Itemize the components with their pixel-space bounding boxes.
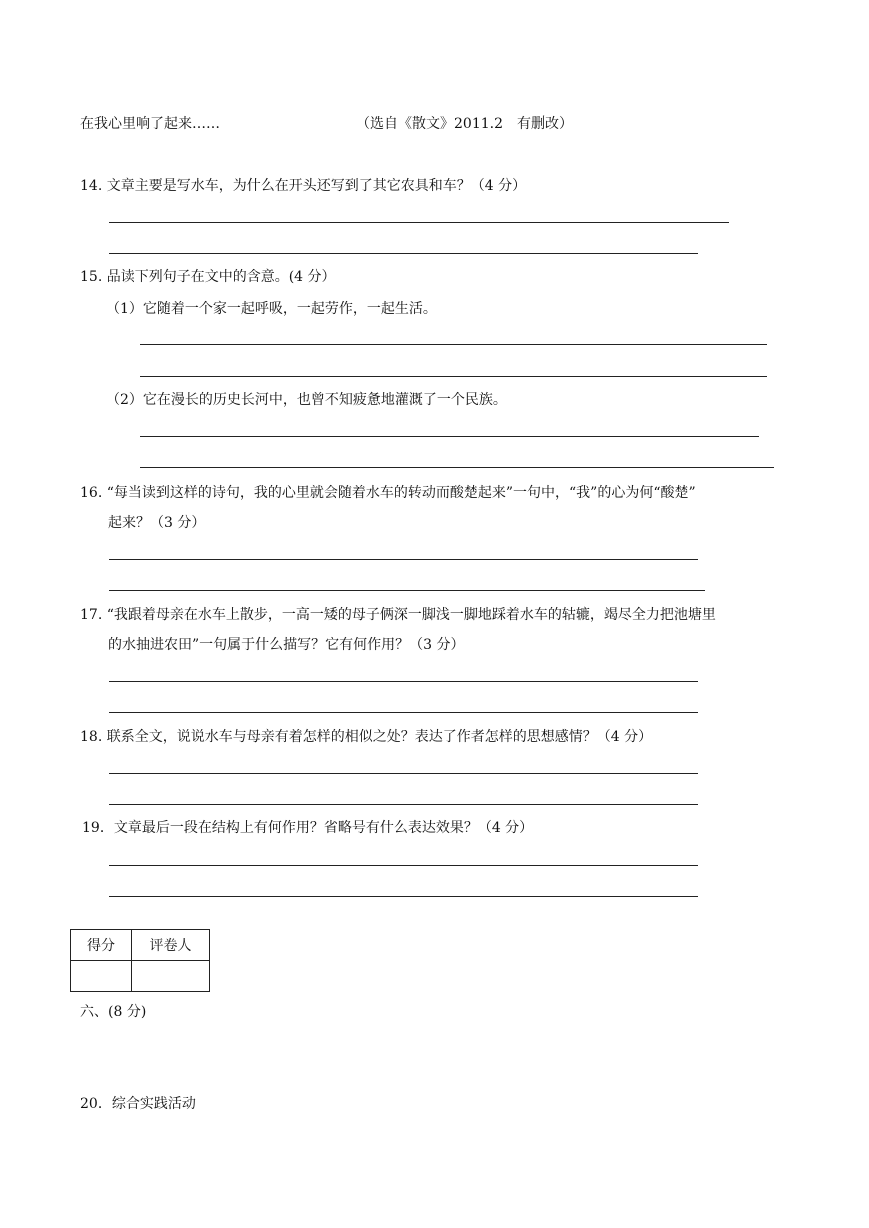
answer-line[interactable]	[109, 222, 729, 223]
question-15: 15. 品读下列句子在文中的含意。(4 分）	[80, 269, 336, 285]
answer-line[interactable]	[109, 896, 698, 897]
question-19: 19．文章最后一段在结构上有何作用？省略号有什么表达效果？（4 分）	[82, 820, 534, 836]
question-16-line2: 起来？（3 分）	[108, 515, 206, 531]
answer-line[interactable]	[109, 253, 698, 254]
answer-line[interactable]	[109, 804, 698, 805]
answer-line[interactable]	[109, 590, 705, 591]
question-20: 20．综合实践活动	[80, 1096, 196, 1112]
question-17-line2: 的水抽进农田”一句属于什么描写？它有何作用？（3 分）	[108, 637, 465, 653]
section-6-heading: 六、(8 分)	[80, 1004, 147, 1020]
source-citation: （选自《散文》2011.2 有删改）	[356, 116, 573, 132]
score-table	[70, 929, 210, 992]
answer-line[interactable]	[109, 681, 698, 682]
answer-line[interactable]	[140, 376, 767, 377]
question-18: 18. 联系全文，说说水车与母亲有着怎样的相似之处？表达了作者怎样的思想感情？（4 分）	[80, 729, 653, 745]
answer-line[interactable]	[109, 712, 698, 713]
score-header: 得分	[71, 930, 132, 961]
question-16-line1: 16. “每当读到这样的诗句，我的心里就会随着水车的转动而酸楚起来”一句中，“我”的心为何“酸楚”	[80, 485, 696, 501]
intro-line: 在我心里响了起来……	[80, 116, 220, 132]
answer-line[interactable]	[140, 467, 774, 468]
answer-line[interactable]	[109, 773, 698, 774]
grader-cell[interactable]	[132, 961, 210, 992]
grader-header: 评卷人	[132, 930, 210, 961]
answer-line[interactable]	[109, 559, 698, 560]
answer-line[interactable]	[109, 865, 698, 866]
question-17-line1: 17. “我跟着母亲在水车上散步，一高一矮的母子俩深一脚浅一脚地踩着水车的轱辘，竭尽全力把池塘里	[80, 607, 716, 623]
question-15-1: （1）它随着一个家一起呼吸，一起劳作，一起生活。	[106, 301, 437, 317]
score-cell[interactable]	[71, 961, 132, 992]
question-14: 14. 文章主要是写水车，为什么在开头还写到了其它农具和车？（4 分）	[80, 178, 527, 194]
answer-line[interactable]	[140, 344, 767, 345]
answer-line[interactable]	[140, 436, 759, 437]
question-15-2: （2）它在漫长的历史长河中，也曾不知疲惫地灌溉了一个民族。	[106, 392, 507, 408]
